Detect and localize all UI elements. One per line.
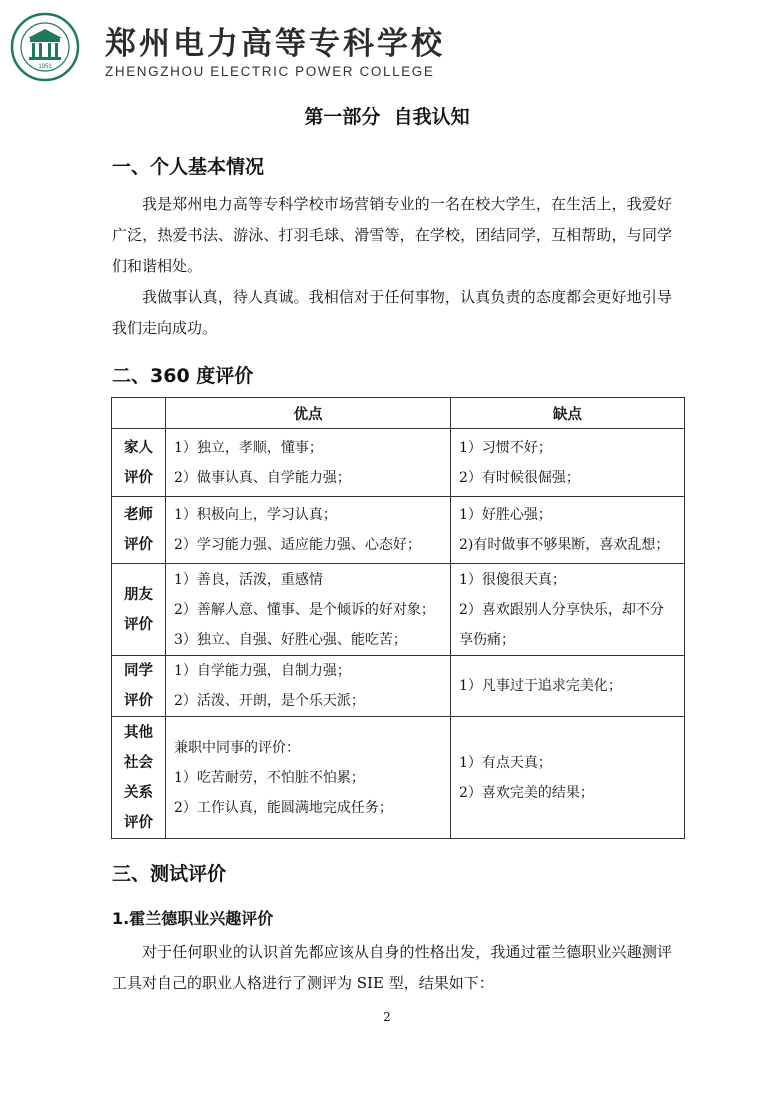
role-cell: 其他 社会 关系 评价 bbox=[112, 717, 166, 839]
header-pros: 优点 bbox=[166, 398, 451, 429]
role-cell: 老师 评价 bbox=[112, 497, 166, 564]
pros-cell: 1）善良，活泼，重感情 2）善解人意、懂事、是个倾诉的好对象； 3）独立、自强、好胜心强、能吃苦； bbox=[166, 564, 451, 656]
pros-cell: 1）积极向上，学习认真； 2）学习能力强、适应能力强、心态好； bbox=[166, 497, 451, 564]
section-2-heading: 二、360 度评价 bbox=[112, 365, 254, 387]
school-seal-logo bbox=[10, 12, 80, 82]
school-name-english: ZHENGZHOU ELECTRIC POWER COLLEGE bbox=[105, 64, 435, 79]
table-row bbox=[112, 656, 685, 717]
role-cell: 朋友 评价 bbox=[112, 564, 166, 656]
part-title: 第一部分 自我认知 bbox=[304, 106, 470, 128]
table-row bbox=[112, 717, 685, 839]
section-1-heading: 一、个人基本情况 bbox=[112, 156, 265, 178]
section-3-heading: 三、测试评价 bbox=[112, 863, 227, 885]
section-1-paragraph-2: 我做事认真，待人真诚。我相信对于任何事物，认真负责的态度都会更好地引导我们走向成功。 bbox=[112, 288, 672, 337]
cons-cell: 1）很傻很天真； 2）喜欢跟别人分享快乐，却不分享伤痛； bbox=[451, 564, 685, 656]
pros-cell: 1）独立，孝顺，懂事； 2）做事认真、自学能力强； bbox=[166, 429, 451, 497]
table-row bbox=[112, 564, 685, 656]
school-name-chinese: 郑州电力高等专科学校 bbox=[105, 26, 445, 62]
section-3-subheading: 1.霍兰德职业兴趣评价 bbox=[112, 909, 274, 928]
svg-text:1951: 1951 bbox=[38, 64, 52, 70]
school-header bbox=[10, 12, 445, 84]
role-cell: 同学 评价 bbox=[112, 656, 166, 717]
table-row bbox=[112, 497, 685, 564]
section-1-paragraph-1: 我是郑州电力高等专科学校市场营销专业的一名在校大学生，在生活上，我爱好广泛，热爱书法、游泳、打羽毛球、滑雪等，在学校，团结同学，互相帮助，与同学们和谐相处。 bbox=[112, 195, 672, 275]
pros-cell: 兼职中同事的评价： 1）吃苦耐劳，不怕脏不怕累； 2）工作认真，能圆满地完成任务； bbox=[166, 717, 451, 839]
pros-cell: 1）自学能力强，自制力强； 2）活泼、开朗，是个乐天派； bbox=[166, 656, 451, 717]
role-cell: 家人 评价 bbox=[112, 429, 166, 497]
header-cons: 缺点 bbox=[451, 398, 685, 429]
section-3-paragraph: 对于任何职业的认识首先都应该从自身的性格出发，我通过霍兰德职业兴趣测评工具对自己的职业人格进行了测评为 SIE 型，结果如下： bbox=[112, 943, 672, 992]
table-header-row bbox=[112, 398, 685, 429]
header-blank-cell bbox=[112, 398, 166, 429]
page-number: 2 bbox=[383, 1010, 391, 1024]
table-row bbox=[112, 429, 685, 497]
cons-cell: 1）凡事过于追求完美化； bbox=[451, 656, 685, 717]
cons-cell: 1）有点天真； 2）喜欢完美的结果； bbox=[451, 717, 685, 839]
evaluation-table bbox=[111, 397, 685, 839]
cons-cell: 1）好胜心强； 2)有时做事不够果断，喜欢乱想； bbox=[451, 497, 685, 564]
cons-cell: 1）习惯不好； 2）有时候很倔强； bbox=[451, 429, 685, 497]
